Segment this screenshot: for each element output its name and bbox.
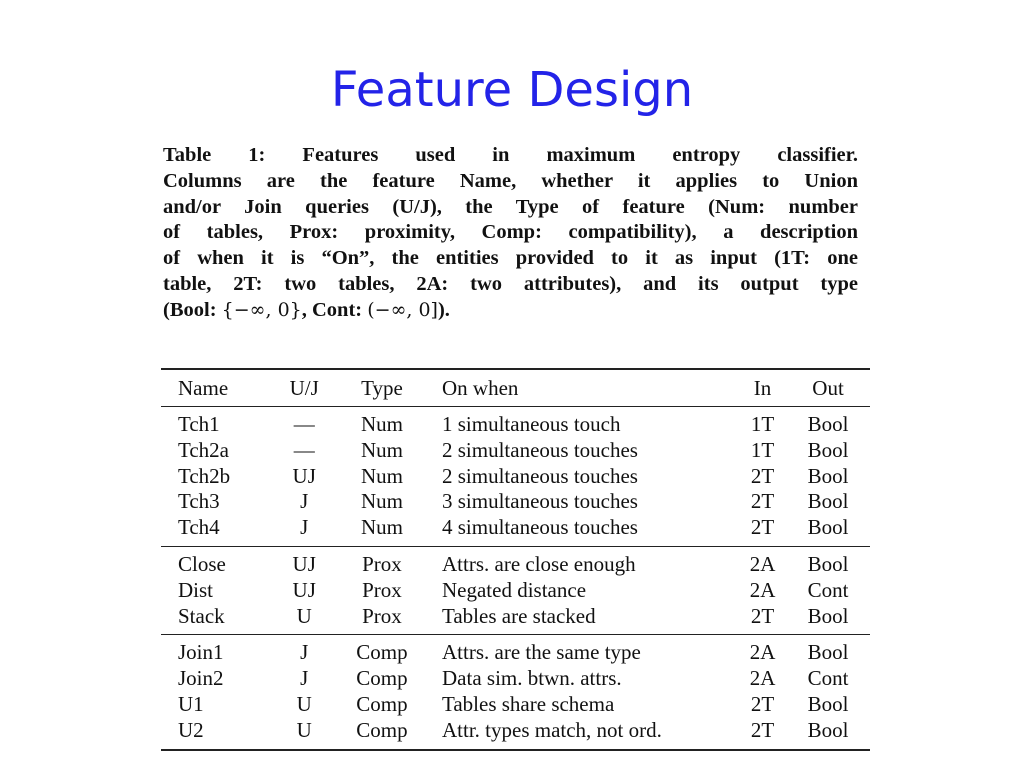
header-type: Type — [361, 375, 403, 400]
cell-out: Bool — [807, 515, 849, 540]
caption-line: table, 2T: two tables, 2A: two attributes), and its output type — [163, 272, 858, 295]
table-row — [161, 407, 870, 438]
cell-type: Comp — [356, 717, 408, 742]
cell-in: 2T — [750, 691, 775, 716]
cell-uj: U — [296, 603, 312, 628]
cell-type: Comp — [356, 640, 408, 665]
cell-on-when: Tables share schema — [442, 691, 615, 716]
cell-type: Num — [360, 412, 403, 436]
cell-in: 1T — [750, 437, 775, 462]
cell-on-when: 2 simultaneous touches — [442, 463, 638, 488]
cell-uj: — — [293, 412, 315, 436]
table-group — [161, 407, 870, 547]
header-in: In — [753, 375, 772, 400]
table-row — [161, 635, 870, 666]
cell-out: Bool — [807, 437, 849, 462]
cell-type: Comp — [356, 691, 408, 716]
cell-name: Stack — [178, 603, 225, 628]
cell-out: Cont — [807, 577, 849, 602]
header-on-when: On when — [442, 375, 519, 400]
cell-name: Close — [178, 551, 226, 576]
cell-on-when: 3 simultaneous touches — [442, 489, 638, 514]
header-out: Out — [812, 375, 844, 400]
cell-name: Join2 — [178, 666, 224, 691]
cell-uj: U — [296, 691, 312, 716]
table-row — [161, 438, 870, 464]
cell-name: Tch2b — [178, 463, 231, 488]
cell-uj: U — [296, 717, 312, 742]
table-row — [161, 489, 870, 515]
cell-uj: UJ — [292, 551, 316, 576]
table-row — [161, 718, 870, 750]
caption-line: Table 1: Features used in maximum entropy classifier. — [163, 144, 858, 166]
cell-type: Num — [360, 437, 403, 462]
cell-in: 2A — [749, 666, 776, 691]
cell-in: 2A — [749, 551, 776, 576]
cell-in: 2T — [750, 515, 775, 540]
header-uj: U/J — [289, 375, 319, 400]
table-row — [161, 692, 870, 718]
cell-uj: — — [293, 437, 315, 462]
cell-on-when: 4 simultaneous touches — [442, 515, 638, 540]
cell-out: Bool — [807, 489, 849, 514]
cell-uj: J — [300, 666, 309, 691]
cell-out: Bool — [807, 412, 849, 436]
cell-type: Num — [360, 515, 403, 540]
cell-name: U1 — [178, 691, 204, 716]
table-row — [161, 515, 870, 546]
table-row — [161, 578, 870, 604]
cell-type: Prox — [362, 603, 402, 628]
caption-bool-label: (Bool: — [163, 298, 222, 321]
slide-title: Feature Design — [330, 62, 694, 118]
cell-on-when: Attrs. are close enough — [442, 551, 636, 576]
cell-in: 2T — [750, 463, 775, 488]
caption-last-line — [163, 298, 858, 324]
cell-type: Prox — [362, 551, 402, 576]
cell-out: Bool — [807, 717, 849, 742]
cell-name: U2 — [178, 717, 204, 742]
cell-out: Bool — [807, 640, 849, 665]
cell-on-when: Negated distance — [442, 577, 587, 602]
cell-on-when: Attr. types match, not ord. — [442, 717, 662, 742]
caption-end: ). — [437, 298, 450, 321]
cell-out: Cont — [807, 666, 849, 691]
cell-uj: J — [300, 640, 309, 665]
cell-on-when: Attrs. are the same type — [442, 640, 641, 665]
cell-out: Bool — [807, 463, 849, 488]
cell-type: Comp — [356, 666, 408, 691]
table-row — [161, 546, 870, 577]
cell-name: Tch2a — [178, 437, 230, 462]
table-row — [161, 604, 870, 635]
caption-line: of tables, Prox: proximity, Comp: compatibility), a description — [163, 221, 858, 244]
cell-name: Join1 — [178, 640, 224, 665]
cell-on-when: 2 simultaneous touches — [442, 437, 638, 462]
cell-name: Dist — [178, 577, 214, 602]
cell-out: Bool — [807, 691, 849, 716]
table-group — [161, 546, 870, 634]
cell-out: Bool — [807, 603, 849, 628]
table-header — [161, 369, 870, 407]
caption-line: of when it is “On”, the entities provided to it as input (1T: one — [163, 247, 858, 270]
table-caption — [163, 143, 858, 324]
features-table — [161, 368, 870, 751]
cell-in: 1T — [750, 412, 775, 436]
cell-out: Bool — [807, 551, 849, 576]
header-name: Name — [178, 375, 229, 400]
caption-bool-math: {−∞, 0} — [221, 298, 302, 321]
cell-uj: J — [300, 489, 309, 514]
caption-line: Columns are the feature Name, whether it applies to Union — [163, 169, 858, 192]
caption-cont-math: (−∞, 0] — [367, 298, 438, 321]
cell-in: 2A — [749, 640, 776, 665]
cell-type: Prox — [362, 577, 402, 602]
cell-in: 2T — [750, 489, 775, 514]
table-row — [161, 464, 870, 490]
cell-uj: J — [300, 515, 309, 540]
cell-name: Tch1 — [178, 412, 220, 436]
caption-cont-label: , Cont: — [301, 298, 368, 321]
cell-on-when: Tables are stacked — [442, 603, 596, 628]
cell-type: Num — [360, 489, 403, 514]
cell-in: 2T — [750, 717, 775, 742]
cell-type: Num — [360, 463, 403, 488]
cell-on-when: 1 simultaneous touch — [442, 412, 621, 436]
cell-name: Tch3 — [178, 489, 220, 514]
caption-line: and/or Join queries (U/J), the Type of feature (Num: number — [163, 195, 858, 218]
table-group — [161, 635, 870, 750]
cell-in: 2T — [750, 603, 775, 628]
cell-uj: UJ — [292, 577, 316, 602]
header-row — [161, 369, 870, 407]
cell-name: Tch4 — [178, 515, 220, 540]
cell-in: 2A — [749, 577, 776, 602]
cell-uj: UJ — [292, 463, 316, 488]
table-row — [161, 666, 870, 692]
cell-on-when: Data sim. btwn. attrs. — [442, 666, 622, 691]
